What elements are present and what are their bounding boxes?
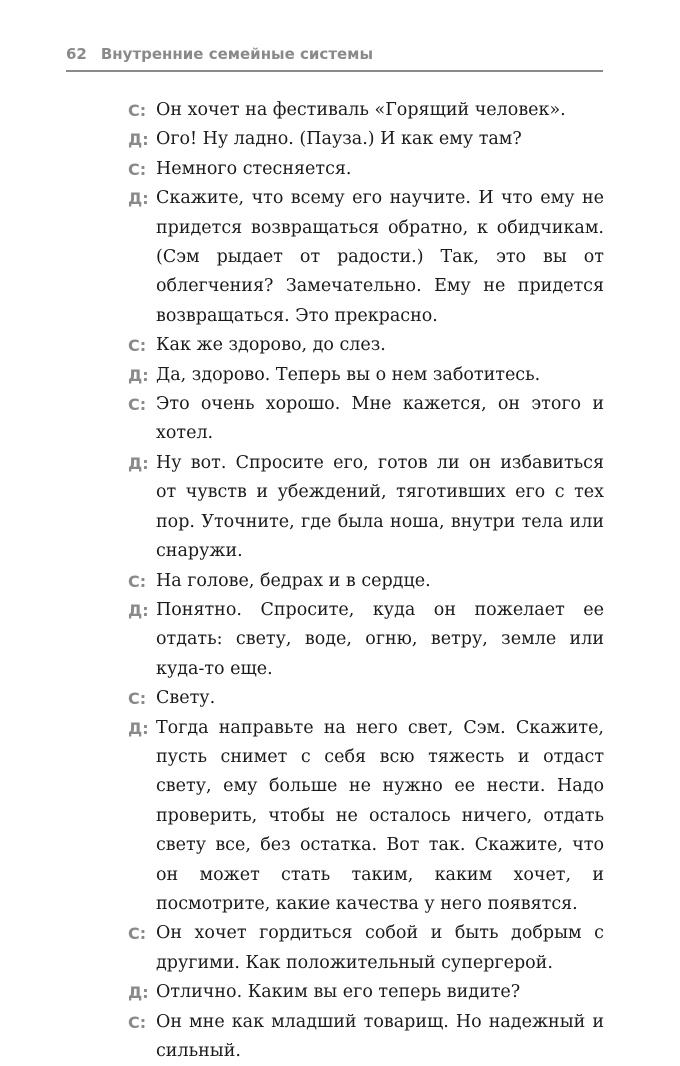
speaker-label: Д: bbox=[128, 983, 149, 1003]
dialog-turn bbox=[128, 361, 604, 390]
dialog-turn bbox=[128, 567, 604, 596]
speaker-label: С: bbox=[128, 924, 147, 944]
speaker-label: С: bbox=[128, 689, 147, 709]
dialog-text: Понятно. Спросите, куда он пожелает ее отдать: свету, воде, огню, ветру, земле или куда-то еще. bbox=[156, 599, 604, 679]
speaker-label: С: bbox=[128, 101, 147, 120]
speaker-label: С: bbox=[128, 395, 147, 415]
dialog-turn bbox=[128, 596, 604, 684]
dialog-turn bbox=[128, 978, 604, 1007]
dialog-text: Да, здорово. Теперь вы о нем заботитесь. bbox=[156, 364, 541, 385]
dialog-text: Он хочет гордиться собой и быть добрым с другими. Как положительный супергерой. bbox=[156, 923, 604, 973]
dialog-text: Свету. bbox=[156, 688, 216, 709]
speaker-label: С: bbox=[128, 336, 147, 356]
dialog-turn bbox=[128, 125, 604, 154]
dialog-turn bbox=[128, 684, 604, 713]
dialog-text: На голове, бедрах и в сердце. bbox=[156, 570, 431, 591]
dialog-turn bbox=[128, 449, 604, 567]
dialog-turn bbox=[128, 1008, 604, 1066]
page-number: 62 bbox=[66, 45, 87, 63]
running-header bbox=[66, 40, 603, 72]
dialog-turn bbox=[128, 919, 604, 978]
dialog-text: Как же здорово, до слез. bbox=[156, 335, 386, 356]
dialog-turn bbox=[128, 390, 604, 449]
dialog-text: Ну вот. Спросите его, готов ли он избавиться от чувств и убеждений, тяготивших его с тех пор. Уточните, где была ноша, внутри тела или снаружи. bbox=[156, 452, 604, 562]
dialog-text: Он хочет на фестиваль «Горящий человек». bbox=[156, 100, 566, 120]
speaker-label: Д: bbox=[128, 600, 149, 620]
dialog-turn bbox=[128, 714, 604, 920]
speaker-label: Д: bbox=[128, 365, 149, 385]
dialog-text: Скажите, что всему его научите. И что ему не придется возвращаться обратно, к обидчикам. (Сэм рыдает от радости.) Так, это вы от облегчения? Замечательно. Ему не придется возвращаться. Это прекрасно. bbox=[156, 188, 604, 326]
dialog-turn bbox=[128, 184, 604, 331]
dialog-text: Он мне как младший товарищ. Но надежный и сильный. bbox=[156, 1011, 604, 1061]
speaker-label: Д: bbox=[128, 718, 149, 738]
dialog-text: Тогда направьте на него свет, Сэм. Скажите, пусть снимет с себя всю тяжесть и отдаст свету, ему больше не нужно ее нести. Надо проверить, чтобы не осталось ничего, отдать свету все, без остатка. Вот так. Скажите, что он может стать таким, каким хочет, и посмотрите, какие качества у него появятся. bbox=[156, 717, 604, 914]
speaker-label: Д: bbox=[128, 189, 149, 209]
running-title: Внутренние семейные системы bbox=[100, 45, 374, 63]
dialog-turn bbox=[128, 155, 604, 184]
dialog-text: Отлично. Каким вы его теперь видите? bbox=[156, 982, 521, 1003]
dialog-turn bbox=[128, 96, 604, 125]
speaker-label: С: bbox=[128, 571, 147, 591]
dialog-text: Немного стесняется. bbox=[156, 158, 352, 179]
dialog-text: Ого! Ну ладно. (Пауза.) И как ему там? bbox=[156, 129, 522, 150]
dialog-turn bbox=[128, 331, 604, 360]
speaker-label: С: bbox=[128, 159, 147, 179]
dialog-text: Это очень хорошо. Мне кажется, он этого и хотел. bbox=[156, 394, 604, 444]
speaker-label: Д: bbox=[128, 453, 149, 473]
speaker-label: Д: bbox=[128, 130, 149, 150]
dialog-transcript bbox=[128, 96, 604, 1066]
speaker-label: С: bbox=[128, 1012, 147, 1032]
